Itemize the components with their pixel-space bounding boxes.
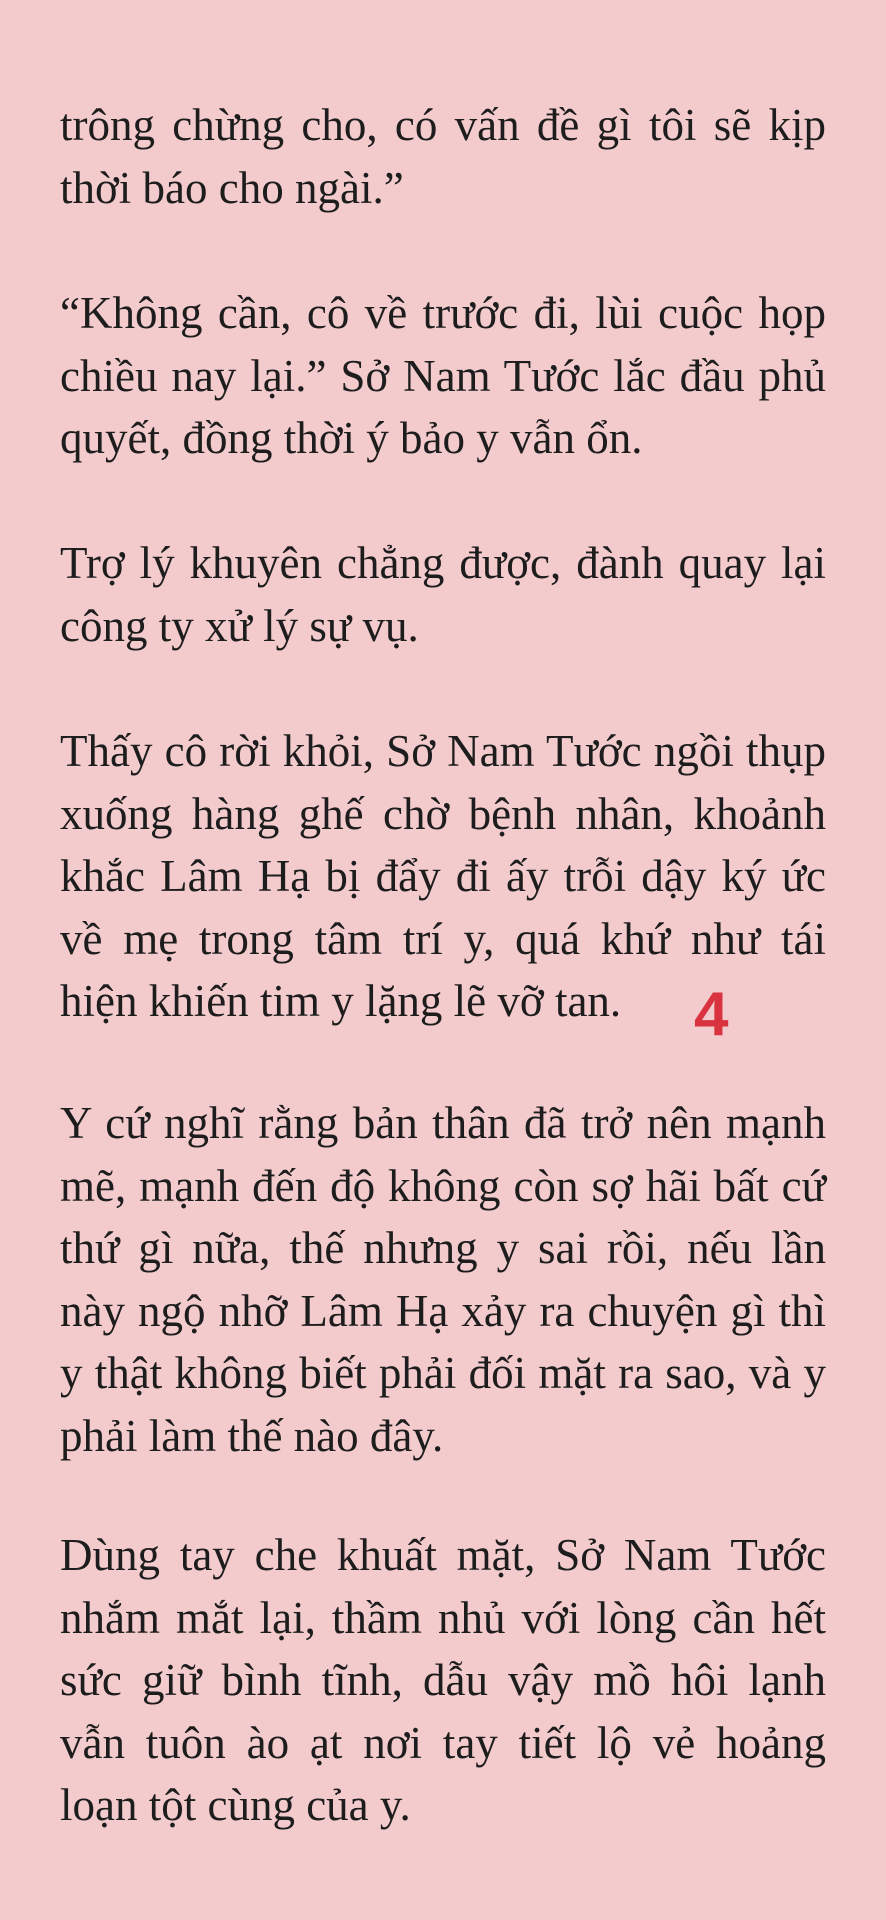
paragraph-6: Dùng tay che khuất mặt, Sở Nam Tước nhắm mắt lại, thầm nhủ với lòng cần hết sức giữ bình tĩnh, dẫu vậy mồ hôi lạnh vẫn tuôn ào ạt nơi tay tiết lộ vẻ hoảng loạn tột cùng của y. — [60, 1530, 826, 1830]
paragraph-4: Thấy cô rời khỏi, Sở Nam Tước ngồi thụp xuống hàng ghế chờ bệnh nhân, khoảnh khắc Lâm Hạ bị đẩy đi ấy trỗi dậy ký ức về mẹ trong tâm trí y, quá khứ như tái hiện khiến tim y lặng lẽ vỡ tan. — [60, 726, 826, 1026]
paragraph-3: Trợ lý khuyên chẳng được, đành quay lại công ty xử lý sự vụ. — [60, 538, 826, 651]
paragraph-5: Y cứ nghĩ rằng bản thân đã trở nên mạnh mẽ, mạnh đến độ không còn sợ hãi bất cứ thứ gì nữa, thế nhưng y sai rồi, nếu lần này ngộ nhỡ Lâm Hạ xảy ra chuyện gì thì y thật không biết phải đối mặt ra sao, và y phải làm thế nào đây. — [60, 1098, 826, 1461]
page-number: 4 — [694, 980, 729, 1049]
paragraph-2: “Không cần, cô về trước đi, lùi cuộc họp chiều nay lại.” Sở Nam Tước lắc đầu phủ quyết, đồng thời ý bảo y vẫn ổn. — [60, 288, 826, 463]
paragraph-1: trông chừng cho, có vấn đề gì tôi sẽ kịp thời báo cho ngài.” — [60, 100, 826, 213]
